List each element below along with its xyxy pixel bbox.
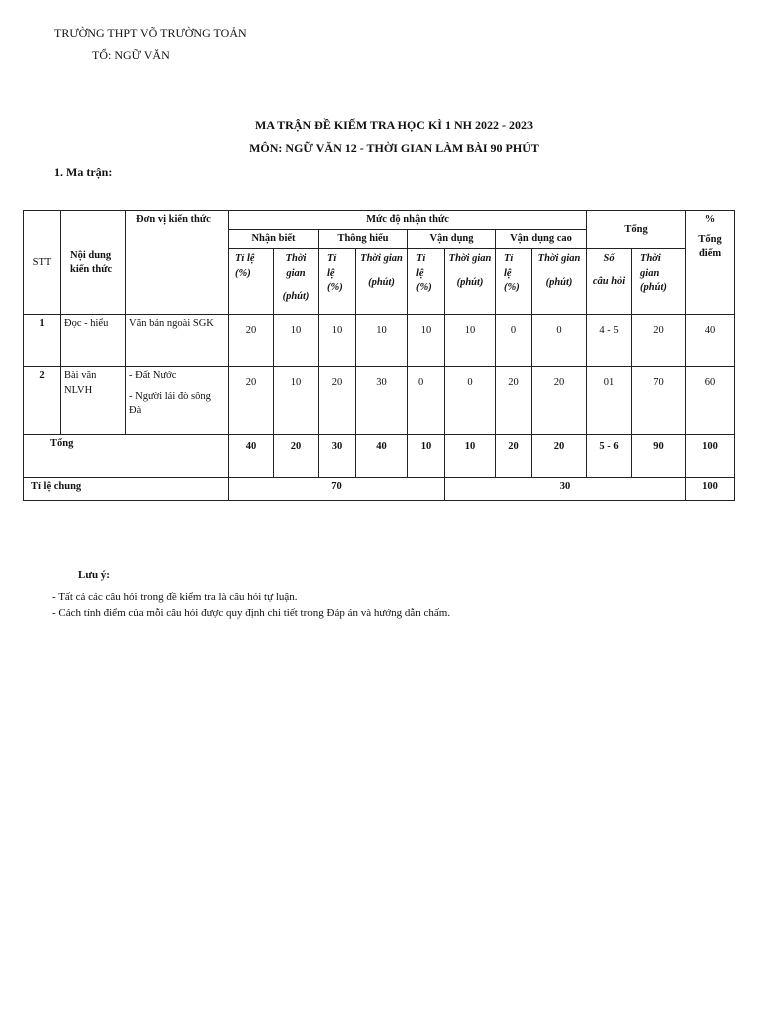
- sub-rate: [319, 249, 356, 315]
- row-content: Đọc - hiểu: [61, 315, 126, 367]
- total-value: 20: [496, 435, 532, 478]
- header-row-1: [24, 211, 735, 230]
- total-row: [24, 435, 735, 478]
- total-score: 100: [686, 435, 735, 478]
- header-unit: Đơn vị kiến thức: [126, 211, 229, 315]
- sub-rate: [408, 249, 445, 315]
- section-heading: 1. Ma trận:: [54, 165, 113, 179]
- cell-time: 70: [632, 367, 686, 435]
- sub-rate-label-b: lệ: [504, 267, 512, 279]
- cell-value: 10: [356, 315, 408, 367]
- sub-rate-label-a: Tỉ: [327, 253, 337, 265]
- sub-time: [356, 249, 408, 315]
- sub-time-label: Thời gian: [285, 253, 307, 279]
- sub-rate-label-b: lệ: [416, 267, 424, 279]
- sub-time: [532, 249, 587, 315]
- cell-value: 0: [408, 367, 445, 435]
- sub-rate-label-a: Tỉ: [504, 253, 514, 265]
- cell-score: 60: [686, 367, 735, 435]
- cell-time: 20: [632, 315, 686, 367]
- cell-value: 10: [319, 315, 356, 367]
- sub-total-time: Thời gian (phút): [632, 249, 686, 315]
- sub-rate: [229, 249, 274, 315]
- department-name: TỔ: NGỮ VĂN: [92, 48, 170, 62]
- total-value: 30: [319, 435, 356, 478]
- total-value: 20: [532, 435, 587, 478]
- cell-value: 20: [496, 367, 532, 435]
- sub-rate-unit: (%): [504, 281, 520, 293]
- total-value: 40: [356, 435, 408, 478]
- row-unit-item: - Người lái đò sông Đà: [129, 390, 211, 416]
- sub-time: [445, 249, 496, 315]
- row-stt: 2: [24, 367, 61, 435]
- header-level-apply: Vận dụng: [408, 230, 496, 249]
- row-content: Bài văn NLVH: [61, 367, 126, 435]
- sub-count-unit: câu hỏi: [592, 275, 626, 287]
- table-row: [24, 367, 735, 435]
- header-content: Nội dung kiến thức: [61, 211, 126, 315]
- notes-title: Lưu ý:: [78, 569, 110, 581]
- general-rate-label: Tỉ lệ chung: [24, 478, 229, 501]
- sub-time-unit: (phút): [545, 276, 573, 288]
- sub-time-unit: (phút): [456, 276, 484, 288]
- sub-rate-label: Tỉ lệ: [235, 253, 255, 265]
- cell-value: 10: [274, 367, 319, 435]
- cell-score: 40: [686, 315, 735, 367]
- sub-count: [587, 249, 632, 315]
- sub-time-label: Thời gian: [360, 253, 403, 265]
- general-rate-score: 100: [686, 478, 735, 501]
- table-row: [24, 315, 735, 367]
- cell-value: 10: [445, 315, 496, 367]
- cell-value: 20: [229, 367, 274, 435]
- row-unit-item: - Đất Nước: [129, 370, 177, 382]
- sub-rate-unit: (%): [235, 267, 251, 279]
- cell-value: 20: [319, 367, 356, 435]
- total-value: 10: [445, 435, 496, 478]
- sub-time-label: Thời gian: [448, 253, 492, 265]
- sub-rate-unit: (%): [416, 281, 432, 293]
- cell-value: 10: [274, 315, 319, 367]
- header-level-recognize: Nhận biết: [229, 230, 319, 249]
- general-rate-left: 70: [229, 478, 445, 501]
- cell-value: 10: [408, 315, 445, 367]
- header-total: Tổng: [587, 211, 686, 249]
- sub-time-unit: (phút): [368, 276, 395, 288]
- header-score: [686, 211, 735, 315]
- note-item: - Cách tính điểm của mỗi câu hỏi được quy định chi tiết trong Đáp án và hướng dẫn chấm.: [52, 607, 451, 619]
- school-name: TRƯỜNG THPT VÕ TRƯỜNG TOẢN: [54, 26, 247, 40]
- total-value: 40: [229, 435, 274, 478]
- row-stt: 1: [24, 315, 61, 367]
- cell-value: 0: [532, 315, 587, 367]
- sub-time: [274, 249, 319, 315]
- cell-value: 20: [532, 367, 587, 435]
- header-stt: STT: [24, 211, 61, 315]
- header-level-understand: Thông hiểu: [319, 230, 408, 249]
- cell-count: 01: [587, 367, 632, 435]
- sub-time-label: Thời gian: [537, 253, 581, 265]
- sub-count-label: Số: [603, 253, 615, 265]
- header-percent: %: [704, 214, 716, 225]
- total-time: 90: [632, 435, 686, 478]
- header-total-score: Tổng điểm: [698, 234, 722, 260]
- general-rate-right: 30: [445, 478, 686, 501]
- total-value: 20: [274, 435, 319, 478]
- row-unit: Văn bản ngoài SGK: [126, 315, 229, 367]
- sub-rate-unit: (%): [327, 281, 343, 293]
- cell-value: 0: [496, 315, 532, 367]
- header-level: Mức độ nhận thức: [229, 211, 587, 230]
- note-item: - Tất cả các câu hỏi trong đề kiểm tra là câu hỏi tự luận.: [52, 591, 298, 603]
- sub-rate: [496, 249, 532, 315]
- cell-value: 30: [356, 367, 408, 435]
- general-rate-row: [24, 478, 735, 501]
- total-count: 5 - 6: [587, 435, 632, 478]
- sub-rate-label-a: Tỉ: [416, 253, 426, 265]
- document-subtitle: MÔN: NGỮ VĂN 12 - THỜI GIAN LÀM BÀI 90 PHÚT: [249, 141, 539, 155]
- row-unit: [126, 367, 229, 435]
- total-value: 10: [408, 435, 445, 478]
- total-label: Tổng: [24, 435, 229, 478]
- document-title: MA TRẬN ĐỀ KIẾM TRA HỌC KÌ 1 NH 2022 - 2023: [255, 118, 533, 132]
- cell-value: 20: [229, 315, 274, 367]
- sub-time-unit: (phút): [282, 290, 310, 302]
- header-level-apply-high: Vận dụng cao: [496, 230, 587, 249]
- sub-rate-label-b: lệ: [327, 267, 335, 279]
- cell-value: 0: [445, 367, 496, 435]
- cell-count: 4 - 5: [587, 315, 632, 367]
- matrix-table: [23, 210, 735, 501]
